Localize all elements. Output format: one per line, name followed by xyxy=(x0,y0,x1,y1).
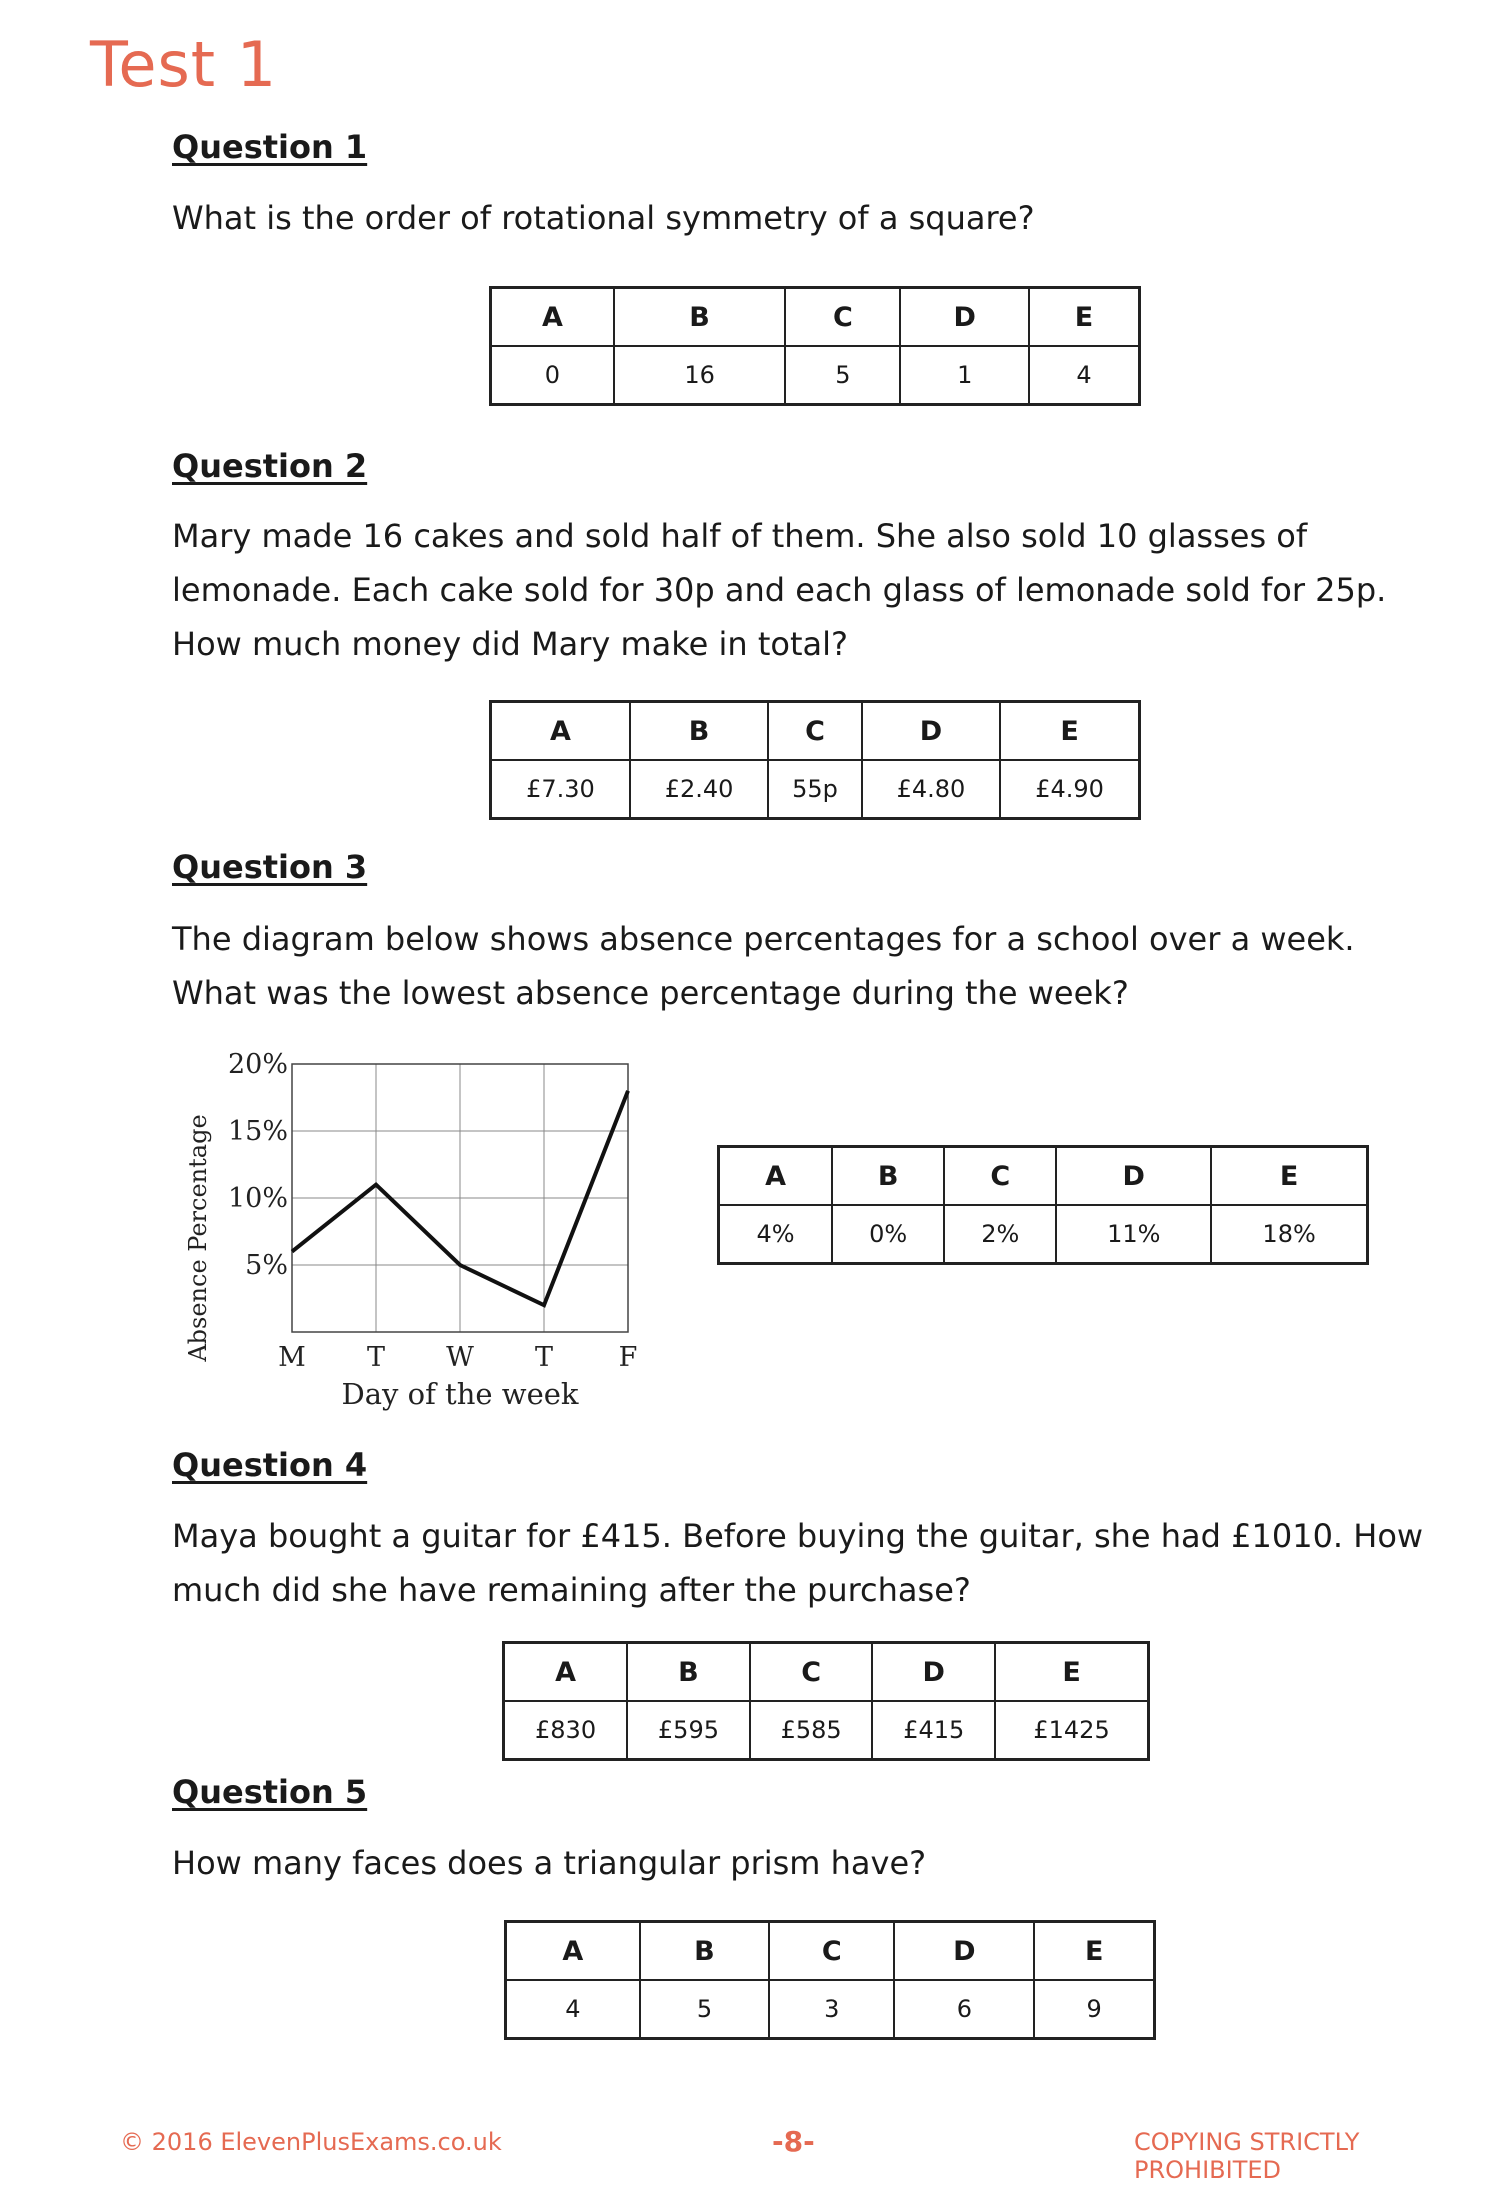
option-letter: D xyxy=(900,288,1029,347)
absence-line-chart xyxy=(180,1036,680,1416)
x-axis-label: Day of the week xyxy=(341,1377,579,1411)
option-letter: D xyxy=(862,702,1000,761)
option-letter: D xyxy=(894,1922,1034,1981)
question-1-heading: Question 1 xyxy=(172,128,368,166)
option-value: 6 xyxy=(894,1980,1034,2039)
x-tick-label: T xyxy=(534,1342,554,1373)
option-value: £415 xyxy=(872,1701,995,1760)
option-letter: D xyxy=(872,1643,995,1702)
option-value: 16 xyxy=(614,346,786,405)
option-letter: A xyxy=(506,1922,640,1981)
option-letter: B xyxy=(832,1147,944,1206)
option-value: 5 xyxy=(785,346,900,405)
option-value: 2% xyxy=(944,1205,1056,1264)
question-2-options xyxy=(489,700,1141,820)
x-tick-label: T xyxy=(366,1342,386,1373)
option-value: 0% xyxy=(832,1205,944,1264)
option-letter: B xyxy=(640,1922,770,1981)
option-value: 4% xyxy=(719,1205,833,1264)
option-value: £585 xyxy=(750,1701,873,1760)
question-3-text: The diagram below shows absence percentages for a school over a week. What was the lowest absence percentage during the week? xyxy=(172,920,1355,1012)
question-2-text: Mary made 16 cakes and sold half of them. She also sold 10 glasses of lemonade. Each cake sold for 30p and each glass of lemonade sold for 25p. How much money did Mary make in total? xyxy=(172,517,1387,663)
option-letter: E xyxy=(995,1643,1148,1702)
question-4-options xyxy=(502,1641,1150,1761)
option-letter: A xyxy=(491,702,630,761)
chart-grid xyxy=(292,1064,628,1332)
option-value: 4 xyxy=(506,1980,640,2039)
option-letter: E xyxy=(1211,1147,1367,1206)
option-value: 0 xyxy=(491,346,614,405)
y-axis-label: Absence Percentage xyxy=(184,1114,212,1362)
option-value: 4 xyxy=(1029,346,1139,405)
x-tick-label: F xyxy=(618,1342,638,1373)
option-value: 3 xyxy=(769,1980,894,2039)
option-letter: A xyxy=(491,288,614,347)
option-value: £595 xyxy=(627,1701,750,1760)
option-value: £2.40 xyxy=(630,760,768,819)
option-letter: E xyxy=(1000,702,1139,761)
option-value: 18% xyxy=(1211,1205,1367,1264)
y-tick-label: 15% xyxy=(227,1116,288,1147)
question-1-text: What is the order of rotational symmetry of a square? xyxy=(172,199,1035,237)
option-value: £7.30 xyxy=(491,760,630,819)
footer-notice: COPYING STRICTLY PROHIBITED xyxy=(1134,2128,1360,2184)
question-4-text: Maya bought a guitar for £415. Before buying the guitar, she had £1010. How much did she have remaining after the purchase? xyxy=(172,1517,1424,1609)
option-value: £1425 xyxy=(995,1701,1148,1760)
option-letter: E xyxy=(1029,288,1139,347)
option-letter: C xyxy=(944,1147,1056,1206)
option-value: £4.90 xyxy=(1000,760,1139,819)
option-letter: C xyxy=(769,1922,894,1981)
page-number: -8- xyxy=(772,2125,815,2158)
option-letter: E xyxy=(1034,1922,1154,1981)
y-tick-labels xyxy=(228,1049,288,1281)
option-value: 11% xyxy=(1056,1205,1211,1264)
option-letter: B xyxy=(630,702,768,761)
option-value: £830 xyxy=(504,1701,628,1760)
x-tick-label: M xyxy=(278,1342,306,1373)
option-value: £4.80 xyxy=(862,760,1000,819)
question-2-heading: Question 2 xyxy=(172,447,368,485)
option-value: 1 xyxy=(900,346,1029,405)
question-5-heading: Question 5 xyxy=(172,1773,368,1811)
question-4-heading: Question 4 xyxy=(172,1446,368,1484)
option-value: 9 xyxy=(1034,1980,1154,2039)
x-tick-labels xyxy=(278,1342,637,1373)
option-letter: A xyxy=(719,1147,833,1206)
option-value: 55p xyxy=(768,760,862,819)
option-letter: D xyxy=(1056,1147,1211,1206)
question-5-options xyxy=(504,1920,1156,2040)
question-1-options xyxy=(489,286,1141,406)
option-letter: C xyxy=(768,702,862,761)
x-tick-label: W xyxy=(446,1342,474,1373)
option-letter: C xyxy=(785,288,900,347)
option-letter: C xyxy=(750,1643,873,1702)
option-letter: B xyxy=(614,288,786,347)
footer-copyright: © 2016 ElevenPlusExams.co.uk xyxy=(120,2128,502,2156)
y-tick-label: 20% xyxy=(227,1049,288,1080)
y-tick-label: 10% xyxy=(227,1183,288,1214)
option-value: 5 xyxy=(640,1980,770,2039)
option-letter: B xyxy=(627,1643,750,1702)
option-letter: A xyxy=(504,1643,628,1702)
question-3-options xyxy=(717,1145,1369,1265)
page-title: Test 1 xyxy=(90,28,278,101)
y-tick-label: 5% xyxy=(245,1250,288,1281)
question-5-text: How many faces does a triangular prism have? xyxy=(172,1844,927,1882)
question-3-heading: Question 3 xyxy=(172,848,368,886)
